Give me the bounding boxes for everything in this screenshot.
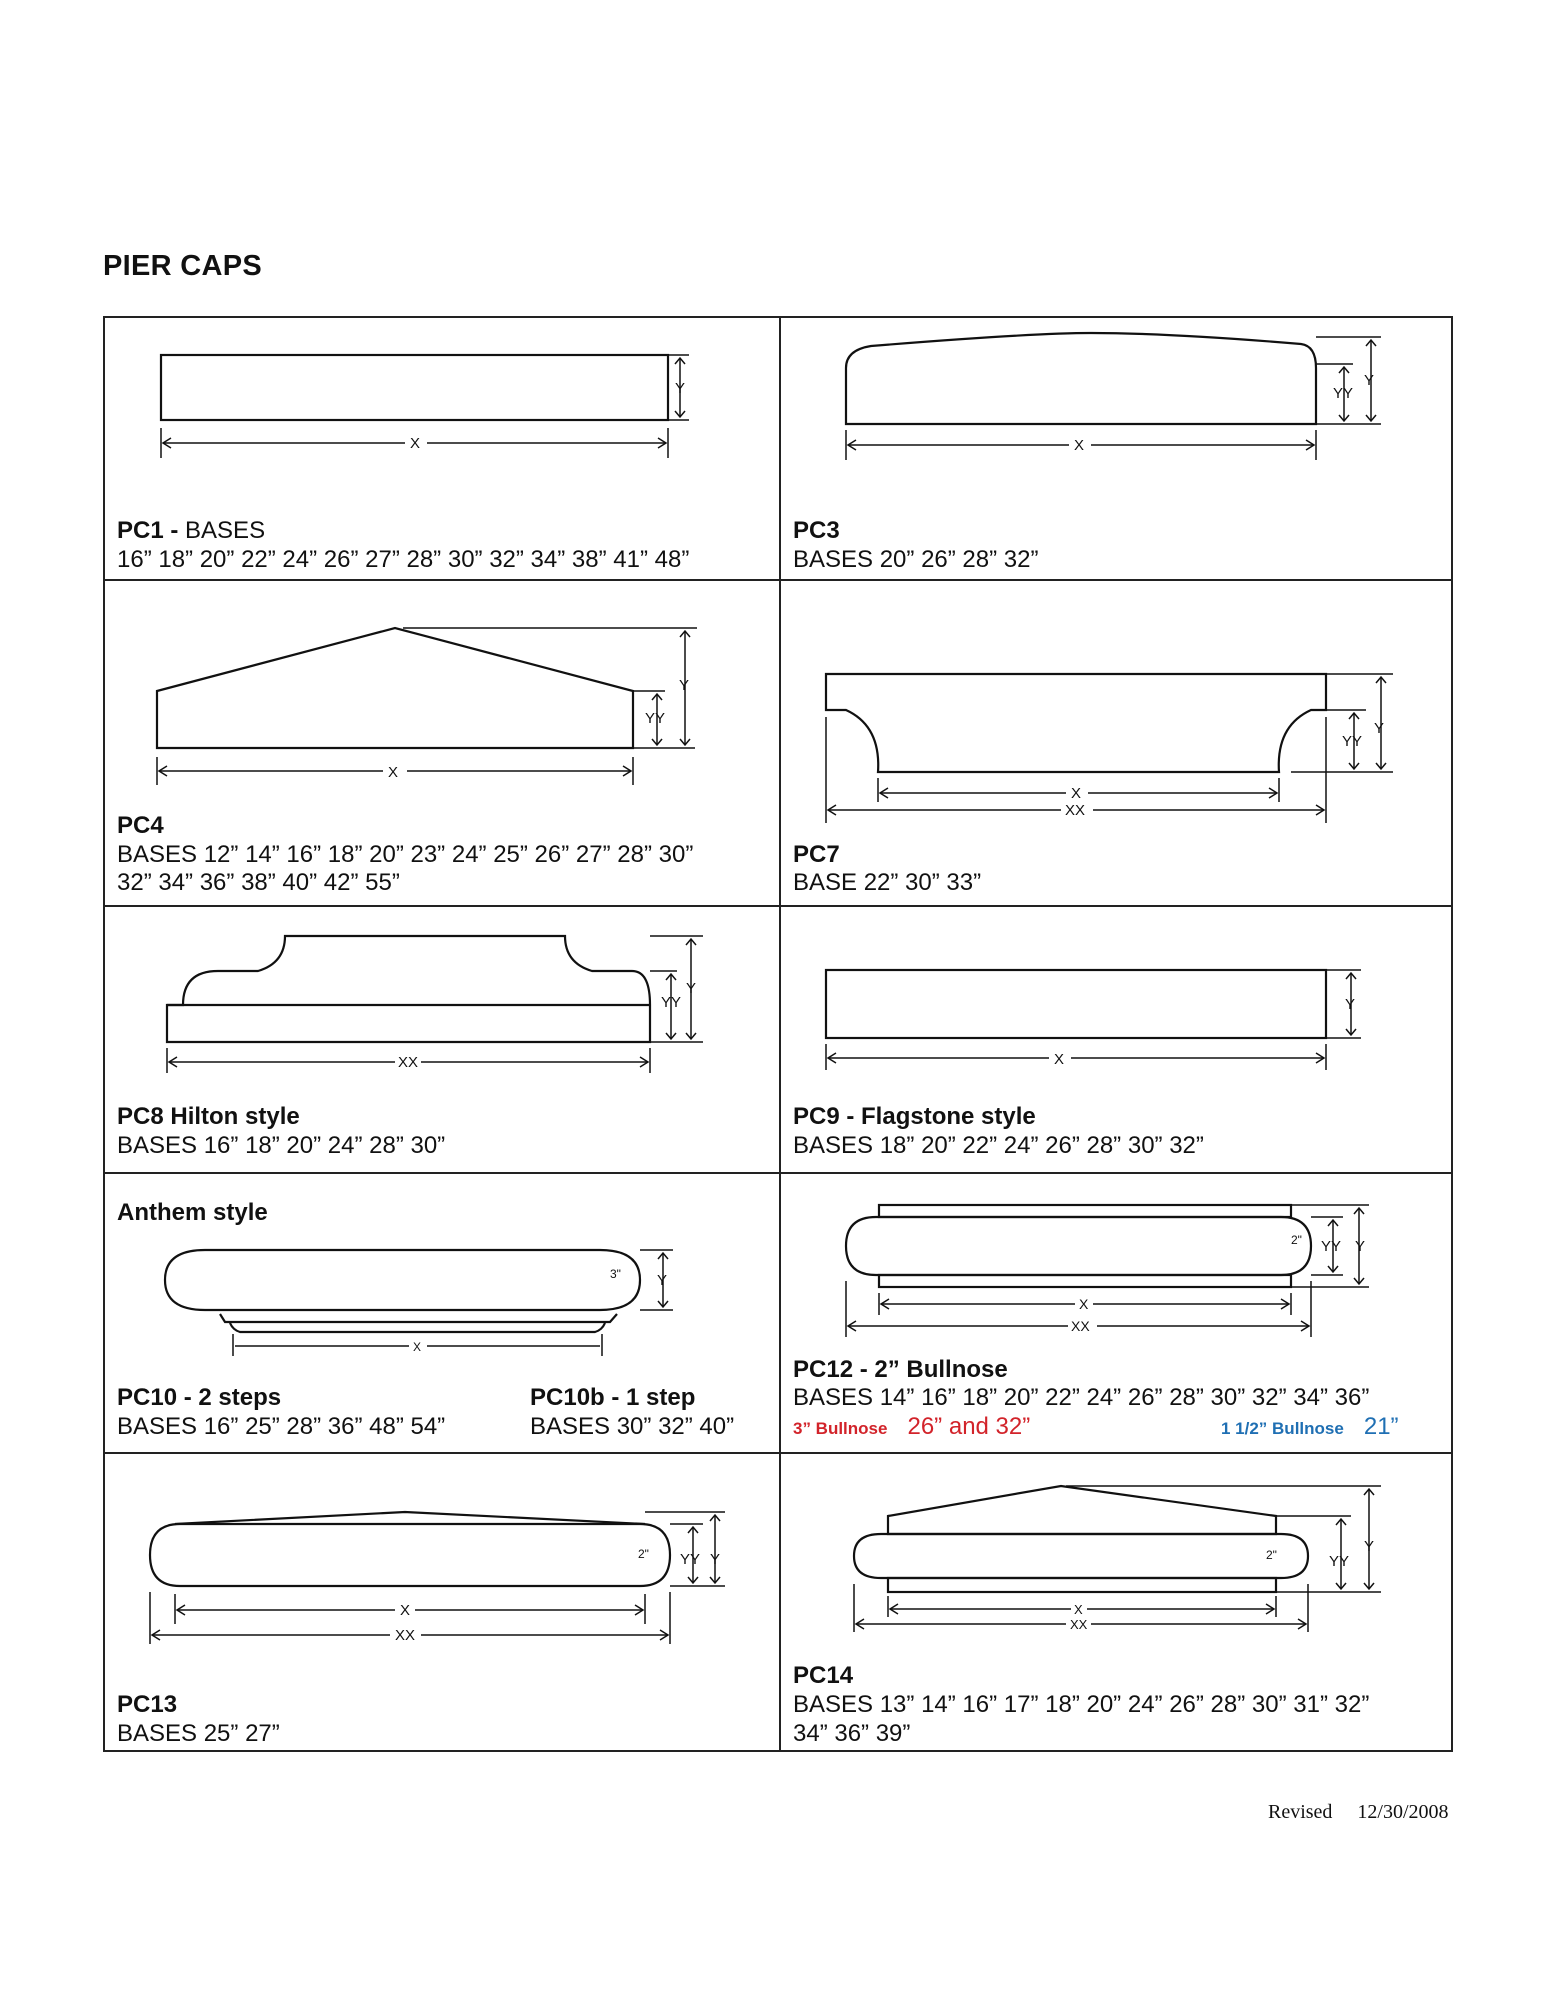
dim-label-yy: YY <box>1329 1553 1350 1570</box>
dim-label-xx: XX <box>395 1627 416 1644</box>
dim-label-xx: XX <box>398 1054 419 1071</box>
dim-label-2in: 2" <box>1291 1233 1302 1247</box>
pc8-name: PC8 Hilton style <box>117 1103 300 1130</box>
dim-label-2in: 2" <box>1266 1548 1277 1562</box>
dim-label-x: X <box>1071 785 1082 802</box>
dim-label-y: Y <box>1345 996 1356 1013</box>
pc4-name: PC4 <box>117 812 164 839</box>
dim-label-x: X <box>1079 1296 1089 1312</box>
pc14-name: PC14 <box>793 1662 854 1689</box>
cell-pc12 <box>781 1174 1455 1452</box>
cell-pc3 <box>781 318 1455 579</box>
dim-label-x: X <box>1074 1602 1083 1617</box>
pc12-option-3in <box>793 1412 1030 1443</box>
pc13-drawing <box>105 1454 779 1754</box>
dim-label-y: Y <box>686 980 697 997</box>
pc12-1-5in-label: 1 1/2” Bullnose <box>1221 1419 1344 1438</box>
dim-label-x: X <box>388 764 399 781</box>
page-title: PIER CAPS <box>103 250 263 282</box>
dim-label-xx: XX <box>1065 802 1086 819</box>
dim-label-x: X <box>410 435 421 452</box>
pc12-3in-sizes: 26” and 32” <box>907 1413 1031 1440</box>
dim-label-yy: YY <box>645 710 666 727</box>
dim-label-yy: YY <box>1333 385 1354 402</box>
dim-label-3in: 3" <box>610 1267 621 1281</box>
pc12-name: PC12 - 2” Bullnose <box>793 1356 1008 1383</box>
pc10-style: Anthem style <box>117 1199 268 1226</box>
pc7-bases: BASE 22” 30” 33” <box>793 869 982 896</box>
pc10b-name: PC10b - 1 step <box>530 1384 696 1411</box>
pier-caps-table <box>103 316 1453 1752</box>
dim-label-2in: 2" <box>638 1547 649 1561</box>
dim-label-y: Y <box>675 380 686 397</box>
dim-label-y: Y <box>710 1551 721 1568</box>
pc9-bases: BASES 18” 20” 22” 24” 26” 28” 30” 32” <box>793 1132 1204 1159</box>
cell-pc4 <box>105 581 779 905</box>
cell-pc7 <box>781 581 1455 905</box>
pc9-name: PC9 - Flagstone style <box>793 1103 1036 1130</box>
dim-label-x: X <box>400 1602 411 1619</box>
revised-date: Revised 12/30/2008 <box>1268 1801 1449 1823</box>
dim-label-yy: YY <box>680 1551 701 1568</box>
pc1-sizes: 16” 18” 20” 22” 24” 26” 27” 28” 30” 32” 34” 38” 41” 48” <box>117 546 690 573</box>
dim-label-x: X <box>413 1340 422 1354</box>
cell-pc14 <box>781 1454 1455 1754</box>
pc3-name: PC3 <box>793 517 840 544</box>
cell-pc13 <box>105 1454 779 1754</box>
pc1-bases-word: BASES <box>185 517 266 544</box>
dim-label-x: X <box>1054 1051 1065 1068</box>
pc4-bases-line1: BASES 12” 14” 16” 18” 20” 23” 24” 25” 26” 27” 28” 30” <box>117 841 694 868</box>
pc10-name: PC10 - 2 steps <box>117 1384 282 1411</box>
pc12-option-1-5in <box>1221 1412 1399 1443</box>
pc13-name: PC13 <box>117 1691 178 1718</box>
dim-label-y: Y <box>679 677 690 694</box>
dim-label-y: Y <box>1364 1538 1375 1555</box>
pc8-bases: BASES 16” 18” 20” 24” 28” 30” <box>117 1132 446 1159</box>
pc14-bases-line2: 34” 36” 39” <box>793 1720 911 1747</box>
dim-label-x: X <box>1074 437 1085 454</box>
pc12-bases: BASES 14” 16” 18” 20” 22” 24” 26” 28” 30” 32” 34” 36” <box>793 1384 1370 1411</box>
pc10b-bases: BASES 30” 32” 40” <box>530 1413 735 1440</box>
dim-label-xx: XX <box>1070 1617 1088 1632</box>
pc14-bases-line1: BASES 13” 14” 16” 17” 18” 20” 24” 26” 28” 30” 31” 32” <box>793 1691 1370 1718</box>
pc12-1-5in-sizes: 21” <box>1363 1413 1399 1440</box>
dim-label-yy: YY <box>661 994 682 1011</box>
pc3-bases: BASES 20” 26” 28” 32” <box>793 546 1039 573</box>
pc1-name: PC1 - <box>117 517 179 544</box>
cell-pc9 <box>781 907 1455 1172</box>
dim-label-yy: YY <box>1321 1238 1342 1255</box>
dim-label-y: Y <box>1355 1238 1366 1255</box>
dim-label-y: Y <box>657 1272 668 1289</box>
pc10-bases: BASES 16” 25” 28” 36” 48” 54” <box>117 1413 446 1440</box>
pc13-bases: BASES 25” 27” <box>117 1720 280 1747</box>
dim-label-xx: XX <box>1071 1318 1090 1334</box>
dim-label-y: Y <box>1374 720 1385 737</box>
pc12-3in-label: 3” Bullnose <box>793 1419 888 1438</box>
cell-pc10 <box>105 1174 779 1452</box>
pc7-drawing <box>781 581 1455 905</box>
dim-label-y: Y <box>1364 372 1375 389</box>
pc4-bases-line2: 32” 34” 36” 38” 40” 42” 55” <box>117 869 400 896</box>
pc3-drawing <box>781 318 1455 579</box>
pc1-caption <box>117 516 265 545</box>
cell-pc8 <box>105 907 779 1172</box>
cell-pc1 <box>105 318 779 579</box>
pc7-name: PC7 <box>793 841 840 868</box>
dim-label-yy: YY <box>1342 733 1363 750</box>
